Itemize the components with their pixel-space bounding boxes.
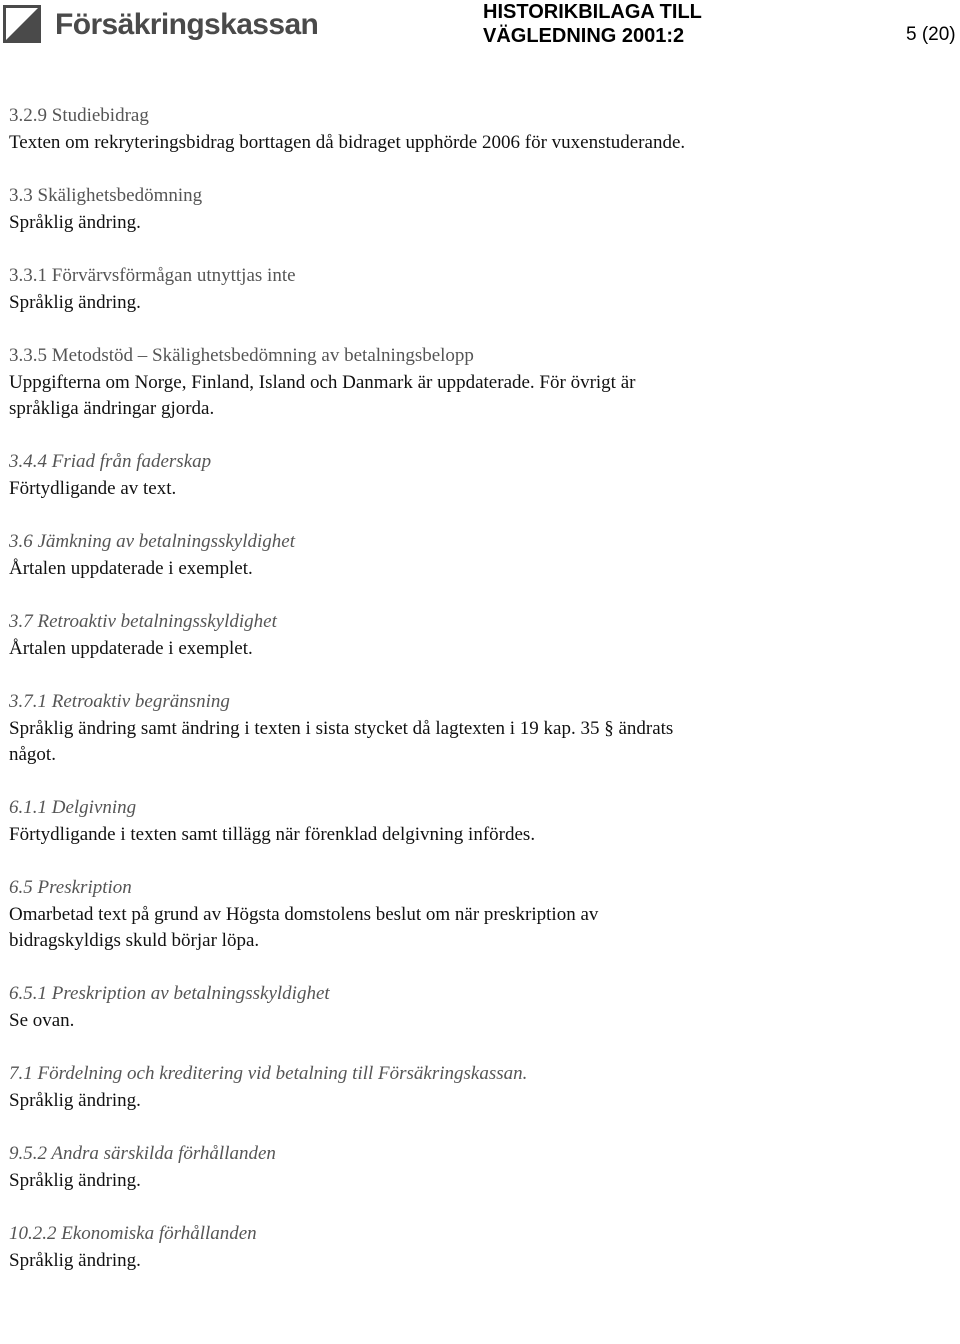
section-body: Årtalen uppdaterade i exemplet. [9, 638, 253, 659]
section-heading: 3.3.1 Förvärvsförmågan utnyttjas inte [9, 265, 296, 286]
section-body: Uppgifterna om Norge, Finland, Island och Danmark är uppdaterade. För övrigt är språkliga ändringar gjorda. [9, 372, 636, 419]
section [9, 1219, 949, 1274]
section-body: Språklig ändring. [9, 212, 141, 233]
section-body: Omarbetad text på grund av Högsta domstolens beslut om när preskription av bidragskyldigs skuld börjar löpa. [9, 904, 599, 951]
document-title-line1: HISTORIKBILAGA TILL [483, 1, 702, 23]
section [9, 341, 949, 422]
section-body: Språklig ändring samt ändring i texten i sista stycket då lagtexten i 19 kap. 35 § ändrats något. [9, 718, 674, 765]
section-body: Språklig ändring. [9, 292, 141, 313]
section-heading: 9.5.2 Andra särskilda förhållanden [9, 1143, 276, 1164]
section [9, 261, 949, 316]
section [9, 1059, 949, 1114]
section-body: Förtydligande av text. [9, 478, 177, 499]
section-heading: 3.6 Jämkning av betalningsskyldighet [9, 531, 295, 552]
section-heading: 3.7.1 Retroaktiv begränsning [9, 691, 230, 712]
section-body: Språklig ändring. [9, 1250, 141, 1271]
section-body: Språklig ändring. [9, 1090, 141, 1111]
page-number: 5 (20) [906, 24, 956, 45]
section-body: Språklig ändring. [9, 1170, 141, 1191]
section-heading: 3.4.4 Friad från faderskap [9, 451, 212, 472]
logo-text: Försäkringskassan [55, 8, 319, 41]
section-heading: 6.1.1 Delgivning [9, 797, 137, 818]
section [9, 979, 949, 1034]
section-heading: 7.1 Fördelning och kreditering vid betalning till Försäkringskassan. [9, 1063, 528, 1084]
section-body: Årtalen uppdaterade i exemplet. [9, 558, 253, 579]
document-body [9, 101, 949, 1274]
section-heading: 10.2.2 Ekonomiska förhållanden [9, 1223, 257, 1244]
section [9, 447, 949, 502]
logo [3, 5, 333, 45]
document-title-line2: VÄGLEDNING 2001:2 [483, 25, 685, 47]
section [9, 181, 949, 236]
logo-mark-icon [3, 5, 41, 43]
section-heading: 3.3 Skälighetsbedömning [9, 185, 203, 206]
section-heading: 3.3.5 Metodstöd – Skälighetsbedömning av betalningsbelopp [9, 345, 474, 366]
section [9, 101, 949, 156]
document-title [483, 0, 743, 48]
page-header [0, 0, 960, 60]
section-heading: 6.5.1 Preskription av betalningsskyldighet [9, 983, 330, 1004]
section [9, 793, 949, 848]
section-heading: 3.2.9 Studiebidrag [9, 105, 149, 126]
section [9, 873, 949, 954]
section-heading: 3.7 Retroaktiv betalningsskyldighet [9, 611, 277, 632]
section [9, 687, 949, 768]
section-heading: 6.5 Preskription [9, 877, 132, 898]
section [9, 607, 949, 662]
section [9, 527, 949, 582]
section-body: Förtydligande i texten samt tillägg när förenklad delgivning infördes. [9, 824, 536, 845]
section [9, 1139, 949, 1194]
section-body: Texten om rekryteringsbidrag borttagen då bidraget upphörde 2006 för vuxenstuderande. [9, 132, 686, 153]
section-body: Se ovan. [9, 1010, 75, 1031]
